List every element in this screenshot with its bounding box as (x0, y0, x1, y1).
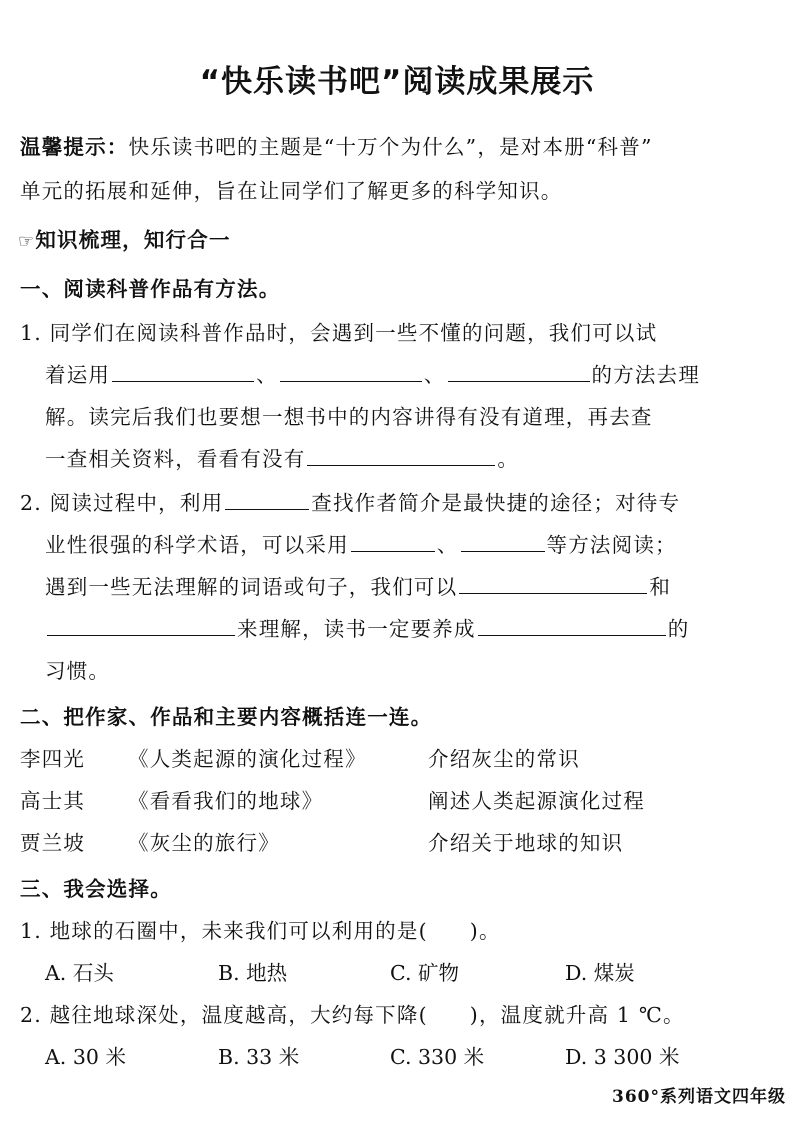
part2-heading: 二、把作家、作品和主要内容概括连一连。 (20, 705, 433, 729)
part1-q2-line5: 习惯。 (45, 659, 111, 683)
text-fragment: 、 (436, 533, 459, 557)
text-fragment: 等方法阅读； (546, 533, 677, 557)
part1-q1-line4 (45, 442, 519, 472)
part3-heading: 三、我会选择。 (20, 877, 172, 901)
part1-q1-line2 (45, 358, 700, 388)
work-1[interactable]: 《人类起源的演化过程》 (128, 747, 367, 771)
answer-blank[interactable] (280, 363, 422, 382)
content-2[interactable]: 阐述人类起源演化过程 (428, 789, 645, 813)
text-fragment: 和 (649, 575, 672, 599)
answer-blank[interactable] (459, 575, 647, 594)
part1-q2-line3 (45, 570, 671, 600)
text-fragment: 的 (667, 617, 690, 641)
work-2[interactable]: 《看看我们的地球》 (128, 789, 324, 813)
part3-q1-stem (20, 914, 501, 944)
text-fragment: 1. 地球的石圈中，未来我们可以利用的是( (20, 919, 428, 943)
q1-option-a[interactable]: A. 石头 (45, 961, 114, 985)
author-2[interactable]: 高士其 (20, 789, 86, 813)
author-3[interactable]: 贾兰坡 (20, 831, 86, 855)
part1-q2-line4 (45, 612, 689, 642)
section-heading-text: 知识梳理，知行合一 (35, 228, 231, 252)
answer-blank[interactable] (112, 363, 254, 382)
tip-label: 温馨提示： (20, 135, 129, 159)
answer-blank[interactable] (478, 617, 666, 636)
page-title: “快乐读书吧”阅读成果展示 (199, 64, 595, 100)
series-footer: 360°系列语文四年级 (612, 1087, 786, 1107)
q2-option-c[interactable]: C. 330 米 (390, 1045, 485, 1069)
text-fragment: 遇到一些无法理解的词语或句子，我们可以 (45, 575, 458, 599)
tip-line-1 (20, 130, 653, 160)
answer-blank[interactable] (225, 491, 309, 510)
answer-blank[interactable] (448, 363, 590, 382)
section-heading (18, 223, 231, 253)
author-1[interactable]: 李四光 (20, 747, 86, 771)
text-fragment: 来理解，读书一定要养成 (237, 617, 476, 641)
answer-blank[interactable] (307, 447, 495, 466)
text-fragment: 一查相关资料，看看有没有 (45, 447, 306, 471)
q2-option-d[interactable]: D. 3 300 米 (565, 1045, 680, 1069)
text-fragment: 。 (497, 447, 520, 471)
text-fragment: 2. 越往地球深处，温度越高，大约每下降( (20, 1003, 428, 1027)
q1-option-c[interactable]: C. 矿物 (390, 961, 459, 985)
pointing-hand-icon: ☞ (18, 231, 36, 252)
part3-q2-stem (20, 998, 685, 1028)
text-fragment: 、 (423, 363, 446, 387)
answer-blank[interactable] (47, 617, 235, 636)
q1-option-d[interactable]: D. 煤炭 (565, 961, 635, 985)
text-fragment: 、 (256, 363, 278, 387)
text-fragment: )。 (469, 919, 501, 943)
text-fragment: 的方法去理 (591, 363, 701, 387)
q1-option-b[interactable]: B. 地热 (218, 961, 288, 985)
part1-heading: 一、阅读科普作品有方法。 (20, 277, 281, 301)
tip-line-2: 单元的拓展和延伸，旨在让同学们了解更多的科学知识。 (20, 179, 563, 203)
q2-option-b[interactable]: B. 33 米 (218, 1045, 300, 1069)
text-fragment: 2. 阅读过程中，利用 (20, 491, 224, 515)
content-1[interactable]: 介绍灰尘的常识 (428, 747, 580, 771)
part1-q2-line1 (20, 486, 680, 516)
part1-q2-line2 (45, 528, 677, 558)
text-fragment: 业性很强的科学术语，可以采用 (45, 533, 349, 557)
tip-text-1: 快乐读书吧的主题是“十万个为什么”，是对本册“科普” (128, 135, 653, 159)
part1-q1-line3: 解。读完后我们也要想一想书中的内容讲得有没有道理，再去查 (45, 405, 653, 429)
content-3[interactable]: 介绍关于地球的知识 (428, 831, 624, 855)
text-fragment: )，温度就升高 1 ℃。 (469, 1003, 685, 1027)
q2-option-a[interactable]: A. 30 米 (45, 1045, 126, 1069)
answer-blank[interactable] (461, 533, 545, 552)
answer-blank[interactable] (351, 533, 435, 552)
work-3[interactable]: 《灰尘的旅行》 (128, 831, 280, 855)
part1-q1-line1: 1. 同学们在阅读科普作品时，会遇到一些不懂的问题，我们可以试 (20, 321, 658, 345)
text-fragment: 查找作者简介是最快捷的途径；对待专 (311, 491, 681, 515)
text-fragment: 着运用 (45, 363, 111, 387)
